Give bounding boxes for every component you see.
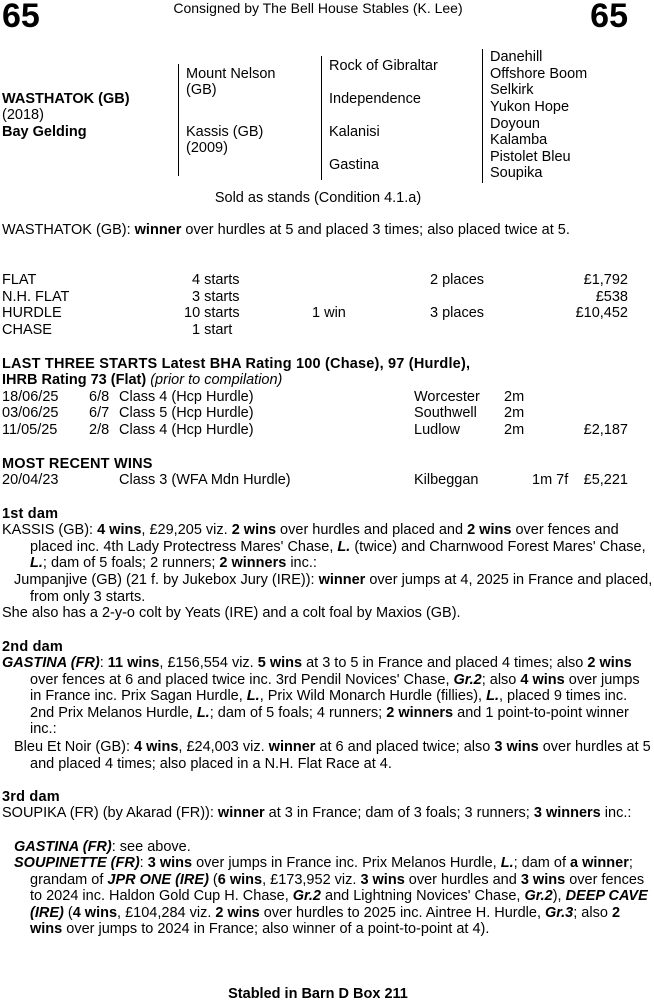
sire-origin: (GB) <box>186 82 217 98</box>
first-dam-heading: 1st dam <box>2 506 59 522</box>
first-dam-note: She also has a 2-y-o colt by Yeats (IRE) and a colt foal by Maxios (GB). <box>2 605 461 621</box>
third-dam-progeny-1: GASTINA (FR): see above. <box>14 839 191 855</box>
third-dam-heading: 3rd dam <box>2 789 60 805</box>
third-dam-text: SOUPIKA (FR) (by Akarad (FR)): winner at 3 in France; dam of 3 foals; 3 runners; 3 winners inc.: <box>2 805 632 821</box>
gen3-sire-sire: Rock of Gibraltar <box>329 58 438 74</box>
race-summary: WASTHATOK (GB): winner over hurdles at 5 and placed 3 times; also placed twice at 5. <box>2 222 570 238</box>
horse-description: Bay Gelding <box>2 124 87 140</box>
gen4-3: Selkirk <box>490 82 534 98</box>
second-dam-heading: 2nd dam <box>2 639 64 655</box>
lot-number-right: 65 <box>590 0 628 35</box>
gen4-6: Kalamba <box>490 132 548 148</box>
gen4-8: Soupika <box>490 165 543 181</box>
gen4-4: Yukon Hope <box>490 99 570 115</box>
sale-condition: Sold as stands (Condition 4.1.a) <box>214 190 422 206</box>
lot-number-left: 65 <box>2 0 40 35</box>
record-row-nhflat: N.H. FLAT 3 starts £538 <box>2 289 628 305</box>
second-dam-text: GASTINA (FR): 11 wins, £156,554 viz. 5 wins at 3 to 5 in France and placed 4 times; also 2 wins over fences at 6 and placed twice inc. 3rd Pendil Novices' Chase, Gr.2; also 4 wins over jumps in France inc. Prix Sagan Hurdle, L., Prix Wild Monarch Hurdle (fillies), L., placed 9 times inc. 2nd Prix Melanos Hurdle, L.; dam of 5 foals; 4 runners; 2 winners and 1 point-to-point winner inc.: <box>2 655 640 738</box>
recent-wins-heading: MOST RECENT WINS <box>2 456 153 472</box>
first-dam-text: KASSIS (GB): 4 wins, £29,205 viz. 2 wins over hurdles and placed and 2 wins over fences and placed inc. 4th Lady Protectress Mares' Chase, L. (twice) and Charnwood Forest Mares' Chase, L.; dam of 5 foals; 2 runners; 2 winners inc.: <box>2 522 646 572</box>
gen3-dam-sire: Kalanisi <box>329 124 380 140</box>
horse-year: (2018) <box>2 107 44 123</box>
second-dam-progeny: Bleu Et Noir (GB): 4 wins, £24,003 viz. winner at 6 and placed twice; also 3 wins over hurdles at 5 and placed 4 times; also placed in a N.H. Flat Race at 4. <box>14 739 651 772</box>
record-row-hurdle: HURDLE 10 starts 1 win 3 places £10,452 <box>2 305 628 321</box>
third-dam-progeny-2: SOUPINETTE (FR): 3 wins over jumps in France inc. Prix Melanos Hurdle, L.; dam of a winner; grandam of JPR ONE (IRE) (6 wins, £173,952 viz. 3 wins over hurdles and 3 wins over fences to 2024 inc. Haldon Gold Cup H. Chase, Gr.2 and Lightning Novices' Chase, Gr.2), DEEP CAVE (IRE) (4 wins, £104,284 viz. 2 wins over hurdles to 2025 inc. Aintree H. Hurdle, Gr.3; also 2 wins over jumps to 2024 in France; also winner of a point-to-point at 4). <box>14 855 648 938</box>
stabling-location: Stabled in Barn D Box 211 <box>228 986 408 1002</box>
gen4-1: Danehill <box>490 49 543 65</box>
consignor: Consigned by The Bell House Stables (K. Lee) <box>173 0 463 16</box>
sire: Mount Nelson <box>186 66 276 82</box>
rating-line: IHRB Rating 73 (Flat) (prior to compilation) <box>2 372 283 388</box>
dam: Kassis (GB) <box>186 124 264 140</box>
pedigree-divider-1 <box>178 64 179 176</box>
last-three-heading: LAST THREE STARTS Latest BHA Rating 100 (Chase), 97 (Hurdle), <box>2 356 471 372</box>
gen4-5: Doyoun <box>490 116 540 132</box>
recent-win-row: 20/04/23 Class 3 (WFA Mdn Hurdle) Kilbeggan 1m 7f £5,221 <box>2 472 628 488</box>
horse-name: WASTHATOK (GB) <box>2 91 130 107</box>
start-row: 18/06/25 6/8 Class 4 (Hcp Hurdle) Worcester 2m <box>2 389 525 405</box>
record-row-flat: FLAT 4 starts 2 places £1,792 <box>2 272 628 288</box>
gen4-7: Pistolet Bleu <box>490 149 571 165</box>
pedigree-divider-2 <box>321 56 322 180</box>
start-row: 03/06/25 6/7 Class 5 (Hcp Hurdle) Southwell 2m <box>2 405 525 421</box>
start-row: 11/05/25 2/8 Class 4 (Hcp Hurdle) Ludlow 2m £2,187 <box>2 422 628 438</box>
gen3-sire-dam: Independence <box>329 91 421 107</box>
first-dam-progeny: Jumpanjive (GB) (21 f. by Jukebox Jury (IRE)): winner over jumps at 4, 2025 in France and placed, from only 3 starts. <box>14 572 653 605</box>
gen3-dam-dam: Gastina <box>329 157 379 173</box>
dam-year: (2009) <box>186 140 228 156</box>
record-row-chase: CHASE 1 start <box>2 322 233 338</box>
pedigree-divider-3 <box>482 49 483 183</box>
gen4-2: Offshore Boom <box>490 66 588 82</box>
